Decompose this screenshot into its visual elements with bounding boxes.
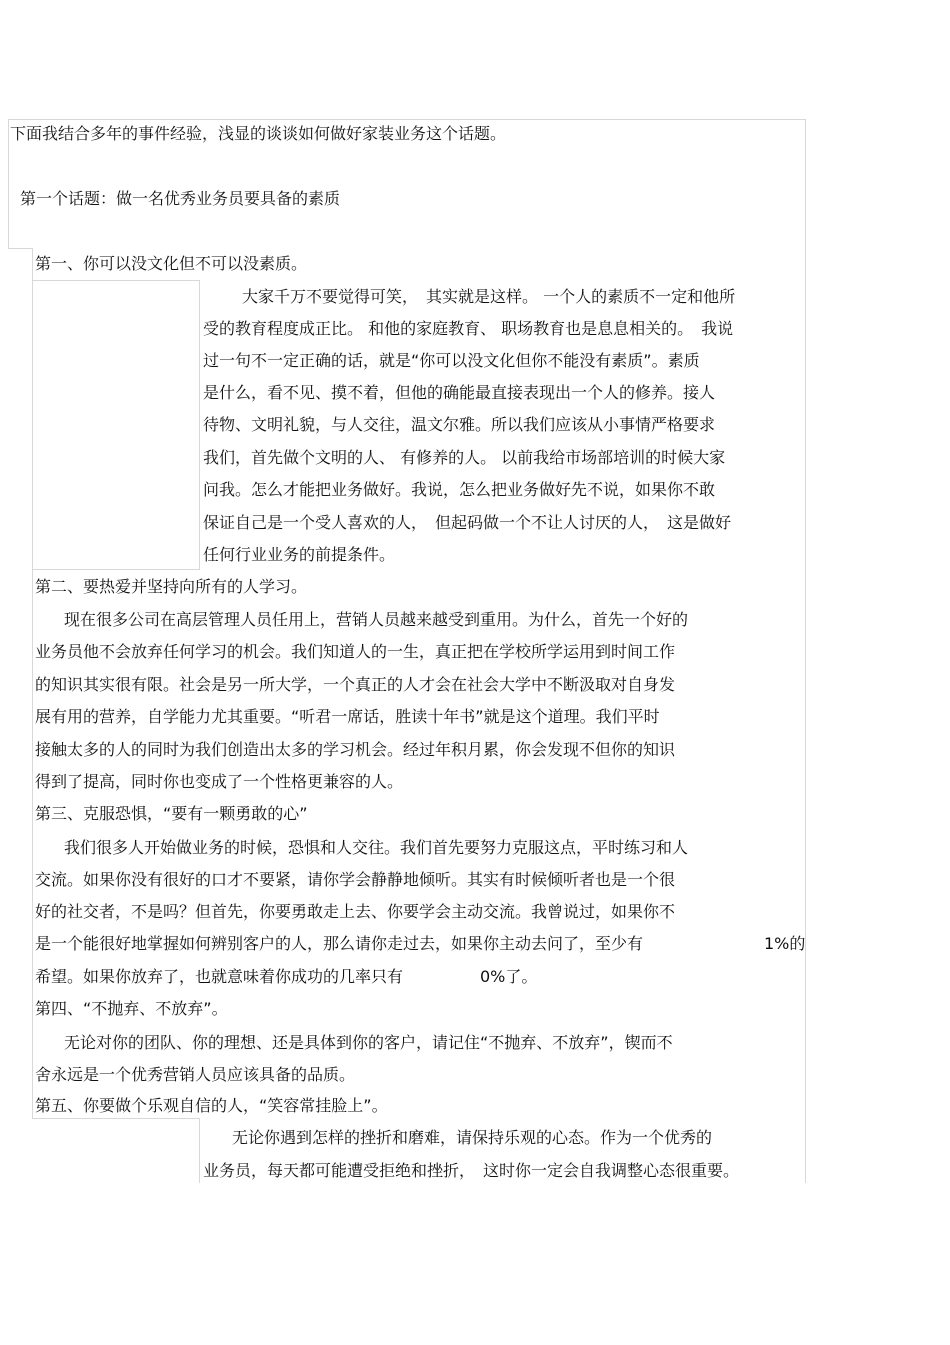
section-1-line-5: 待物、文明礼貌，与人交往，温文尔雅。所以我们应该从小事情严格要求: [203, 415, 716, 434]
border-inner-top: [32, 280, 200, 281]
section-3-percent-2: 0%了。: [480, 967, 538, 986]
border-bottom-step: [32, 1118, 200, 1119]
section-3-line-5: 希望。如果你放弃了，也就意味着你成功的几率只有: [35, 967, 404, 986]
section-2-line-4: 展有用的营养，自学能力尤其重要。“听君一席话，胜读十年书”就是这个道理。我们平时: [35, 707, 660, 726]
section-2-line-5: 接触太多的人的同时为我们创造出太多的学习机会。经过年积月累，你会发现不但你的知识: [35, 740, 676, 759]
section-2-line-1: 现在很多公司在高层管理人员任用上，营销人员越来越受到重用。为什么，首先一个好的: [64, 610, 689, 629]
border-inner-bottom: [32, 569, 200, 570]
section-1-line-9: 任何行业业务的前提条件。: [203, 545, 396, 564]
section-1-line-8: 保证自己是一个受人喜欢的人， 但起码做一个不让人讨厌的人， 这是做好: [203, 513, 732, 532]
border-bottom-left: [199, 1118, 200, 1183]
section-4-line-2: 舍永远是一个优秀营销人员应该具备的品质。: [35, 1065, 356, 1084]
section-5-line-1: 无论你遇到怎样的挫折和磨难，请保持乐观的心态。作为一个优秀的: [232, 1128, 713, 1147]
border-inner-left: [199, 280, 200, 569]
border-right: [805, 119, 806, 1183]
section-3-line-1: 我们很多人开始做业务的时候，恐惧和人交往。我们首先要努力克服这点，平时练习和人: [64, 838, 689, 857]
section-2-line-6: 得到了提高，同时你也变成了一个性格更兼容的人。: [35, 772, 404, 791]
section-2-heading: 第二、要热爱并坚持向所有的人学习。: [35, 577, 308, 596]
border-left-top: [8, 119, 9, 248]
section-3-line-2: 交流。如果你没有很好的口才不要紧，请你学会静静地倾听。其实有时候倾听者也是一个很: [35, 870, 676, 889]
section-1-line-6: 我们，首先做个文明的人、 有修养的人。 以前我给市场部培训的时候大家: [203, 448, 726, 467]
section-3-heading: 第三、克服恐惧，“要有一颗勇敢的心”: [35, 804, 308, 823]
topic-title: 第一个话题：做一名优秀业务员要具备的素质: [20, 189, 341, 208]
border-top: [8, 119, 806, 120]
section-2-line-3: 的知识其实很有限。社会是另一所大学，一个真正的人才会在社会大学中不断汲取对自身发: [35, 675, 676, 694]
section-1-line-3: 过一句不一定正确的话，就是“你可以没文化但你不能没有素质”。素质: [203, 351, 700, 370]
border-step-1: [8, 248, 32, 249]
section-1-line-1: 大家千万不要觉得可笑， 其实就是这样。 一个人的素质不一定和他所: [242, 287, 736, 306]
section-1-line-2: 受的教育程度成正比。 和他的家庭教育、 职场教育也是息息相关的。 我说: [203, 319, 734, 338]
border-left-main: [32, 248, 33, 1118]
section-3-line-3: 好的社交者，不是吗？但首先，你要勇敢走上去、你要学会主动交流。我曾说过，如果你不: [35, 902, 676, 921]
section-3-line-4: 是一个能很好地掌握如何辨别客户的人，那么请你走过去，如果你主动去问了，至少有: [35, 934, 644, 953]
section-2-line-2: 业务员他不会放弃任何学习的机会。我们知道人的一生，真正把在学校所学运用到时间工作: [35, 642, 676, 661]
intro-text: 下面我结合多年的事件经验，浅显的谈谈如何做好家装业务这个话题。: [10, 124, 507, 143]
section-1-heading: 第一、你可以没文化但不可以没素质。: [35, 254, 308, 273]
section-5-line-2: 业务员，每天都可能遭受拒绝和挫折， 这时你一定会自我调整心态很重要。: [203, 1161, 740, 1180]
section-4-heading: 第四、“不抛弃、不放弃”。: [35, 999, 228, 1018]
section-1-line-7: 问我。怎么才能把业务做好。我说，怎么把业务做好先不说，如果你不敢: [203, 480, 716, 499]
section-1-line-4: 是什么，看不见、摸不着，但他的确能最直接表现出一个人的修养。接人: [203, 383, 716, 402]
section-3-percent-1: 1%的: [764, 934, 806, 953]
section-4-line-1: 无论对你的团队、你的理想、还是具体到你的客户，请记住“不抛弃、不放弃”，锲而不: [64, 1033, 673, 1052]
section-5-heading: 第五、你要做个乐观自信的人，“笑容常挂脸上”。: [35, 1096, 388, 1115]
